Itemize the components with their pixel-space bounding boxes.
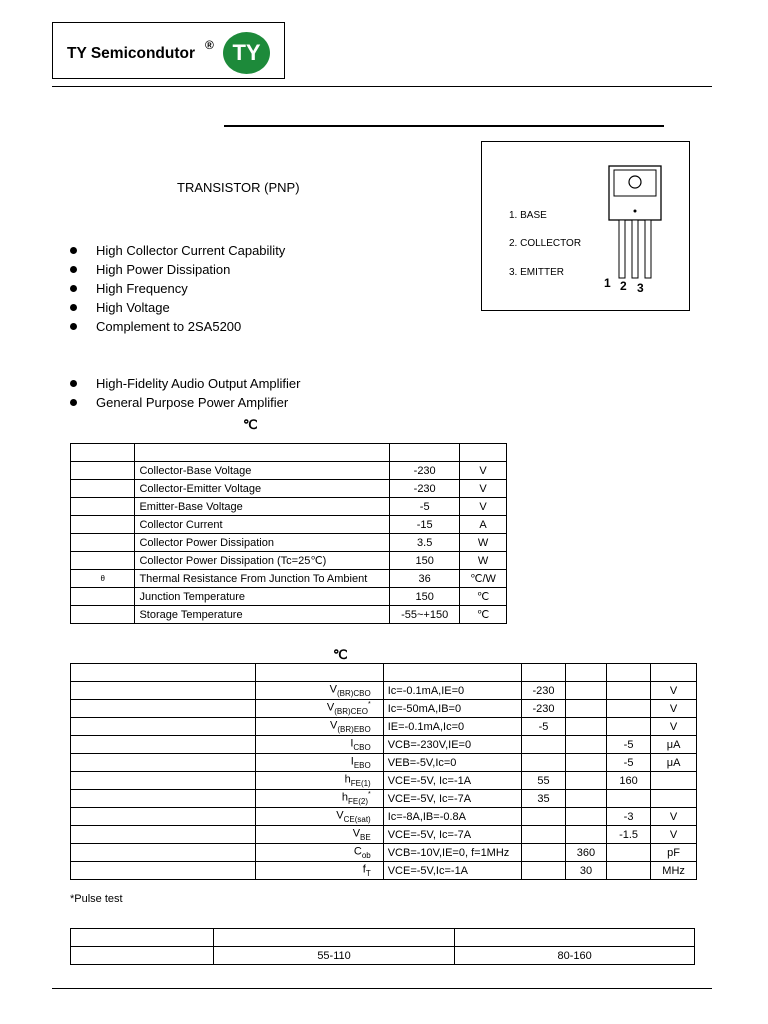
rating-symbol: θ (71, 570, 135, 588)
characteristic-typ (566, 682, 607, 700)
characteristic-symbol: $h_{FE(1)}$ (255, 772, 383, 790)
rating-param: Collector-Base Voltage (135, 462, 390, 480)
rating-param: Emitter-Base Voltage (135, 498, 390, 516)
rating-symbol (71, 462, 135, 480)
characteristic-max (606, 790, 650, 808)
bullet-icon (70, 380, 77, 387)
pin-label-emitter: 3. EMITTER (509, 267, 565, 278)
table-row (71, 682, 697, 700)
characteristic-max (606, 844, 650, 862)
characteristic-min: 55 (521, 772, 565, 790)
table-row (71, 808, 697, 826)
electrical-table (70, 663, 697, 880)
bullet-icon (70, 323, 77, 330)
characteristic-min: 35 (521, 790, 565, 808)
rating-symbol (71, 516, 135, 534)
header-rule (52, 86, 712, 87)
characteristic-typ (566, 718, 607, 736)
characteristic-min: -230 (521, 682, 565, 700)
characteristic-typ (566, 790, 607, 808)
table-row (71, 480, 507, 498)
table-header-row (71, 664, 697, 682)
table-row (71, 462, 507, 480)
rating-value: 150 (390, 588, 460, 606)
characteristic-unit (651, 790, 697, 808)
characteristic-cond: IE=-0.1mA,Ic=0 (383, 718, 521, 736)
characteristic-symbol: $I_{EBO}$ (255, 754, 383, 772)
table-row (71, 790, 697, 808)
characteristic-cond: VCB=-230V,IE=0 (383, 736, 521, 754)
list-item: General Purpose Power Amplifier (70, 393, 300, 412)
characteristic-min (521, 808, 565, 826)
rating-unit: ℃ (460, 606, 507, 624)
rating-unit: A (460, 516, 507, 534)
characteristic-symbol: $V_{CE(sat)}$ (255, 808, 383, 826)
classification-value: 80-160 (455, 947, 695, 965)
characteristic-typ (566, 826, 607, 844)
characteristic-cond: VCE=-5V,Ic=-1A (383, 862, 521, 880)
package-box (481, 141, 690, 311)
table-row (71, 947, 695, 965)
pin-number-2: 2 (620, 279, 627, 293)
characteristic-symbol: $h_{FE(2)}^*$ (255, 790, 383, 808)
rating-value: -15 (390, 516, 460, 534)
rating-unit: W (460, 552, 507, 570)
pin-label-base: 1. BASE (509, 210, 547, 221)
characteristic-typ (566, 754, 607, 772)
characteristic-max: -1.5 (606, 826, 650, 844)
characteristic-max: -3 (606, 808, 650, 826)
rating-unit: W (460, 534, 507, 552)
pin-label-collector: 2. COLLECTOR (509, 238, 582, 249)
bullet-icon (70, 399, 77, 406)
electrical-temp-unit: ℃ (333, 647, 348, 662)
list-item: High Voltage (70, 298, 285, 317)
list-item: High-Fidelity Audio Output Amplifier (70, 374, 300, 393)
features-list (70, 241, 285, 336)
rating-value: -55~+150 (390, 606, 460, 624)
rating-symbol (71, 606, 135, 624)
title-rule (224, 125, 664, 127)
characteristic-cond: VCE=-5V, Ic=-7A (383, 790, 521, 808)
characteristic-cond: Ic=-50mA,IB=0 (383, 700, 521, 718)
bullet-icon (70, 285, 77, 292)
characteristic-unit: μA (651, 736, 697, 754)
characteristic-typ (566, 736, 607, 754)
characteristic-cond: VEB=-5V,Ic=0 (383, 754, 521, 772)
list-item: Complement to 2SA5200 (70, 317, 285, 336)
list-item: High Frequency (70, 279, 285, 298)
rating-value: 3.5 (390, 534, 460, 552)
characteristic-unit: μA (651, 754, 697, 772)
rating-value: -5 (390, 498, 460, 516)
list-item: High Collector Current Capability (70, 241, 285, 260)
characteristic-unit: V (651, 826, 697, 844)
table-row (71, 606, 507, 624)
characteristic-max (606, 682, 650, 700)
classification-value: 55-110 (213, 947, 455, 965)
to3p-package-icon (606, 164, 666, 282)
characteristic-typ (566, 700, 607, 718)
bullet-icon (70, 304, 77, 311)
characteristic-max: -5 (606, 736, 650, 754)
rating-symbol (71, 498, 135, 516)
table-row (71, 862, 697, 880)
rating-param: Thermal Resistance From Junction To Ambient (135, 570, 390, 588)
characteristic-symbol: $C_{ob}$ (255, 844, 383, 862)
characteristic-symbol: $V_{(BR)CBO}$ (255, 682, 383, 700)
characteristic-symbol: $I_{CBO}$ (255, 736, 383, 754)
registered-mark: ® (205, 38, 214, 52)
max-ratings-table (70, 443, 507, 624)
table-row (71, 929, 695, 947)
footer-rule (52, 988, 712, 989)
table-row (71, 700, 697, 718)
characteristic-typ (566, 772, 607, 790)
characteristic-min: -230 (521, 700, 565, 718)
table-row (71, 826, 697, 844)
characteristic-symbol: $V_{(BR)EBO}$ (255, 718, 383, 736)
brand-name: TY Semicondutor (67, 45, 196, 62)
rating-symbol (71, 480, 135, 498)
rating-value: -230 (390, 480, 460, 498)
characteristic-min (521, 826, 565, 844)
rating-param: Junction Temperature (135, 588, 390, 606)
rating-value: -230 (390, 462, 460, 480)
pulse-test-note: *Pulse test (70, 893, 123, 905)
rating-param: Collector-Emitter Voltage (135, 480, 390, 498)
characteristic-min (521, 736, 565, 754)
characteristic-typ: 360 (566, 844, 607, 862)
table-row (71, 844, 697, 862)
rating-unit: ℃/W (460, 570, 507, 588)
table-row (71, 552, 507, 570)
characteristic-unit: V (651, 808, 697, 826)
rating-symbol (71, 534, 135, 552)
rating-unit: V (460, 480, 507, 498)
rating-symbol (71, 588, 135, 606)
characteristic-cond: VCE=-5V, Ic=-7A (383, 826, 521, 844)
list-item: High Power Dissipation (70, 260, 285, 279)
characteristic-min: -5 (521, 718, 565, 736)
rating-param: Collector Current (135, 516, 390, 534)
logo-icon (223, 32, 270, 74)
bullet-icon (70, 247, 77, 254)
characteristic-cond: Ic=-8A,IB=-0.8A (383, 808, 521, 826)
logo-box (52, 22, 285, 79)
characteristic-max (606, 718, 650, 736)
rating-unit: ℃ (460, 588, 507, 606)
table-row (71, 754, 697, 772)
rating-symbol (71, 552, 135, 570)
characteristic-min (521, 862, 565, 880)
rating-unit: V (460, 498, 507, 516)
pin-number-1: 1 (604, 276, 611, 290)
rating-param: Collector Power Dissipation (Tc=25℃) (135, 552, 390, 570)
characteristic-cond: VCB=-10V,IE=0, f=1MHz (383, 844, 521, 862)
table-row (71, 498, 507, 516)
characteristic-min (521, 754, 565, 772)
characteristic-min (521, 844, 565, 862)
table-row (71, 588, 507, 606)
bullet-icon (70, 266, 77, 273)
rating-value: 150 (390, 552, 460, 570)
table-row (71, 736, 697, 754)
characteristic-symbol: $V_{(BR)CEO}^*$ (255, 700, 383, 718)
rating-value: 36 (390, 570, 460, 588)
characteristic-cond: VCE=-5V, Ic=-1A (383, 772, 521, 790)
characteristic-symbol: $V_{BE}$ (255, 826, 383, 844)
characteristic-max: 160 (606, 772, 650, 790)
characteristic-unit: MHz (651, 862, 697, 880)
applications-list (70, 374, 300, 412)
table-header-row (71, 444, 507, 462)
characteristic-cond: Ic=-0.1mA,IE=0 (383, 682, 521, 700)
characteristic-unit: V (651, 718, 697, 736)
rating-param: Storage Temperature (135, 606, 390, 624)
characteristic-typ: 30 (566, 862, 607, 880)
table-row (71, 718, 697, 736)
table-row (71, 516, 507, 534)
table-row (71, 570, 507, 588)
characteristic-max (606, 862, 650, 880)
characteristic-typ (566, 808, 607, 826)
logo-text: TY (232, 40, 261, 65)
characteristic-symbol: $f_T$ (255, 862, 383, 880)
rating-param: Collector Power Dissipation (135, 534, 390, 552)
device-subtitle: TRANSISTOR (PNP) (177, 180, 300, 195)
characteristic-max: -5 (606, 754, 650, 772)
characteristic-unit: V (651, 700, 697, 718)
characteristic-unit (651, 772, 697, 790)
rating-unit: V (460, 462, 507, 480)
table-row (71, 534, 507, 552)
characteristic-unit: V (651, 682, 697, 700)
table-row (71, 772, 697, 790)
classification-table (70, 928, 695, 965)
characteristic-unit: pF (651, 844, 697, 862)
pin-number-3: 3 (637, 281, 644, 295)
max-ratings-temp-unit: ℃ (243, 417, 258, 432)
characteristic-max (606, 700, 650, 718)
